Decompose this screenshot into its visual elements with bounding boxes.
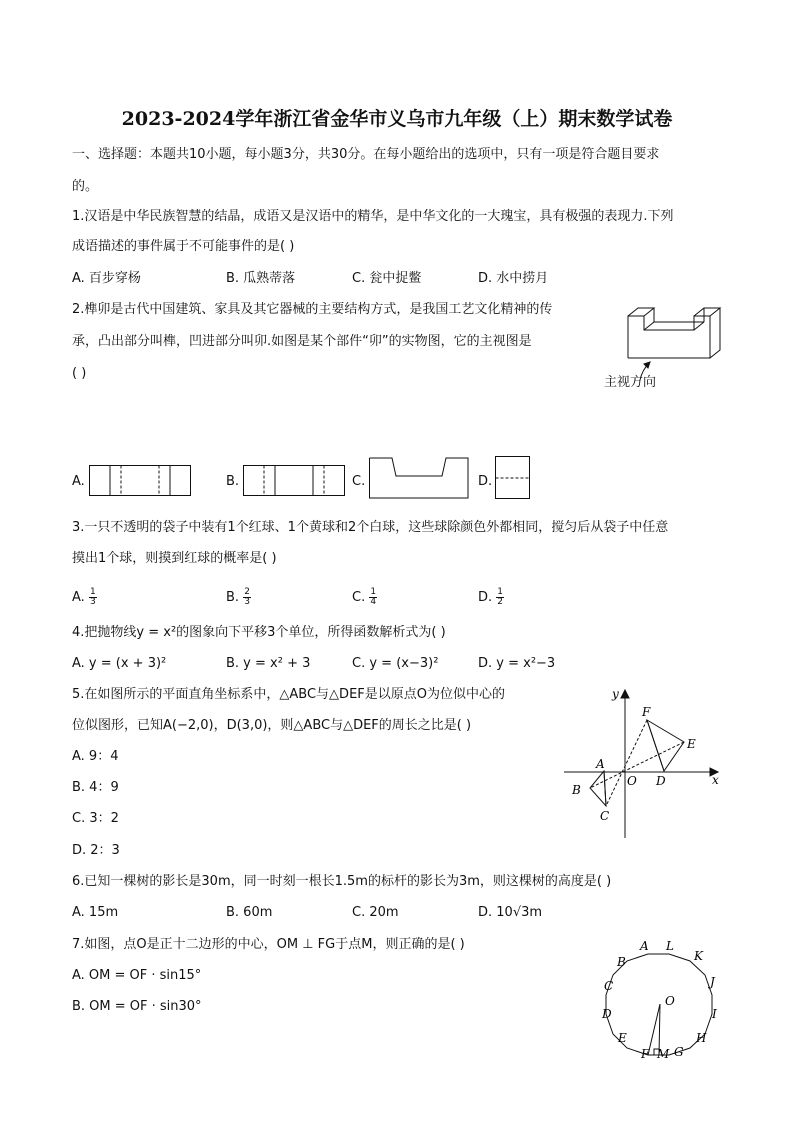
q7-label-c: C	[604, 979, 614, 993]
q2-option-c-figure[interactable]	[368, 456, 470, 500]
q2-option-d-letter[interactable]: D.	[478, 474, 493, 489]
q4-option-c[interactable]: C. y = (x−3)²	[352, 656, 439, 671]
q5-coordinate-figure	[560, 682, 730, 840]
q7-label-m: M	[657, 1047, 670, 1061]
q3-option-d-fraction: $\frac{1}{2}$	[497, 587, 504, 607]
q7-label-i: I	[712, 1007, 717, 1021]
q3-option-d-letter: D.	[478, 590, 493, 605]
q3-option-b[interactable]	[226, 588, 251, 607]
q7-label-a: A	[640, 939, 649, 953]
q1-stem-line2: 成语描述的事件属于不可能事件的是( )	[72, 239, 295, 254]
q5-label-e: E	[687, 737, 696, 751]
q1-option-a[interactable]: A. 百步穿杨	[72, 271, 141, 286]
q2-option-b-figure[interactable]	[242, 464, 348, 498]
q7-label-e: E	[618, 1031, 627, 1045]
section-heading: 一、选择题：本题共10小题，每小题3分，共30分。在每小题给出的选项中，只有一项是符合题目要求	[72, 147, 660, 162]
q1-option-c[interactable]: C. 瓮中捉鳖	[352, 271, 422, 286]
q2-option-d-figure[interactable]	[494, 455, 532, 501]
q6-option-d[interactable]: D. 10√3m	[478, 905, 543, 920]
q4-stem: 4.把抛物线y = x²的图象向下平移3个单位，所得函数解析式为( )	[72, 625, 446, 640]
q2-option-c-letter[interactable]: C.	[352, 474, 366, 489]
q3-option-c-letter: C.	[352, 590, 366, 605]
q3-option-a-letter: A.	[72, 590, 85, 605]
q6-option-a[interactable]: A. 15m	[72, 905, 119, 920]
q5-label-a: A	[596, 757, 605, 771]
q1-option-d[interactable]: D. 水中捞月	[478, 271, 549, 286]
q7-label-h: H	[696, 1031, 707, 1045]
q7-stem: 7.如图，点O是正十二边形的中心，OM ⊥ FG于点M，则正确的是( )	[72, 937, 465, 952]
page-title: 2023-2024学年浙江省金华市义乌市九年级（上）期末数学试卷	[121, 108, 673, 130]
q2-option-a-letter[interactable]: A.	[72, 474, 85, 489]
q6-stem: 6.已知一棵树的影长是30m，同一时刻一根长1.5m的标杆的影长为3m，则这棵树的高度是( )	[72, 874, 612, 889]
q5-stem-line1: 5.在如图所示的平面直角坐标系中，△ABC与△DEF是以原点O为位似中心的	[72, 687, 505, 702]
q5-label-o: O	[627, 774, 637, 788]
q3-option-b-letter: B.	[226, 590, 240, 605]
q1-stem-line1: 1.汉语是中华民族智慧的结晶，成语又是汉语中的精华，是中华文化的一大瑰宝，具有极强的表现力.下列	[72, 209, 674, 224]
q3-stem-line1: 3.一只不透明的袋子中装有1个红球、1个黄球和2个白球，这些球除颜色外都相同，搅匀后从袋子中任意	[72, 520, 669, 535]
q4-option-d[interactable]: D. y = x²−3	[478, 656, 556, 671]
q5-label-c: C	[600, 809, 610, 823]
q7-label-j: J	[710, 975, 715, 989]
q5-label-d: D	[656, 774, 666, 788]
q2-option-b-letter[interactable]: B.	[226, 474, 240, 489]
q7-dodecagon-figure	[596, 934, 732, 1064]
q5-option-d[interactable]: D. 2：3	[72, 843, 120, 858]
q5-label-b: B	[572, 783, 581, 797]
q7-option-b[interactable]: B. OM = OF · sin30°	[72, 999, 202, 1014]
q4-option-a[interactable]: A. y = (x + 3)²	[72, 656, 167, 671]
q7-option-a[interactable]: A. OM = OF · sin15°	[72, 968, 202, 983]
q2-view-direction-label: 主视方向	[604, 375, 657, 390]
q4-option-b[interactable]: B. y = x² + 3	[226, 656, 311, 671]
q3-option-a-fraction: $\frac{1}{3}$	[89, 587, 96, 607]
q5-label-f: F	[642, 705, 651, 719]
q3-option-b-fraction: $\frac{2}{3}$	[244, 587, 250, 607]
q6-option-b[interactable]: B. 60m	[226, 905, 273, 920]
q7-label-d: D	[602, 1007, 612, 1021]
q7-label-k: K	[694, 949, 703, 963]
q2-stem-line1: 2.榫卯是古代中国建筑、家具及其它器械的主要结构方式，是我国工艺文化精神的传	[72, 302, 553, 317]
q5-option-c[interactable]: C. 3：2	[72, 811, 119, 826]
q5-label-y: y	[612, 687, 619, 701]
q7-label-f: F	[641, 1047, 650, 1061]
section-heading-cont: 的。	[72, 179, 99, 194]
q5-label-x: x	[712, 773, 719, 787]
q7-label-g: G	[674, 1045, 684, 1059]
q2-stem-line3: ( )	[72, 366, 87, 381]
q6-option-c[interactable]: C. 20m	[352, 905, 399, 920]
q7-label-b: B	[617, 955, 626, 969]
q3-option-c-fraction: $\frac{1}{4}$	[370, 587, 377, 607]
q5-option-a[interactable]: A. 9：4	[72, 749, 119, 764]
q3-option-a[interactable]	[72, 588, 97, 607]
q2-option-a-figure[interactable]	[88, 464, 194, 498]
q5-option-b[interactable]: B. 4：9	[72, 780, 119, 795]
q5-stem-line2: 位似图形，已知A(−2,0)，D(3,0)，则△ABC与△DEF的周长之比是( )	[72, 718, 472, 733]
q3-option-c[interactable]	[352, 588, 377, 607]
q3-option-d[interactable]	[478, 588, 504, 607]
q3-stem-line2: 摸出1个球，则摸到红球的概率是( )	[72, 551, 277, 566]
q2-stem-line2: 承，凸出部分叫榫，凹进部分叫卯.如图是某个部件“卯”的实物图，它的主视图是	[72, 334, 532, 349]
q7-label-o: O	[665, 994, 675, 1008]
q1-option-b[interactable]: B. 瓜熟蒂落	[226, 271, 296, 286]
q7-label-l: L	[666, 939, 674, 953]
